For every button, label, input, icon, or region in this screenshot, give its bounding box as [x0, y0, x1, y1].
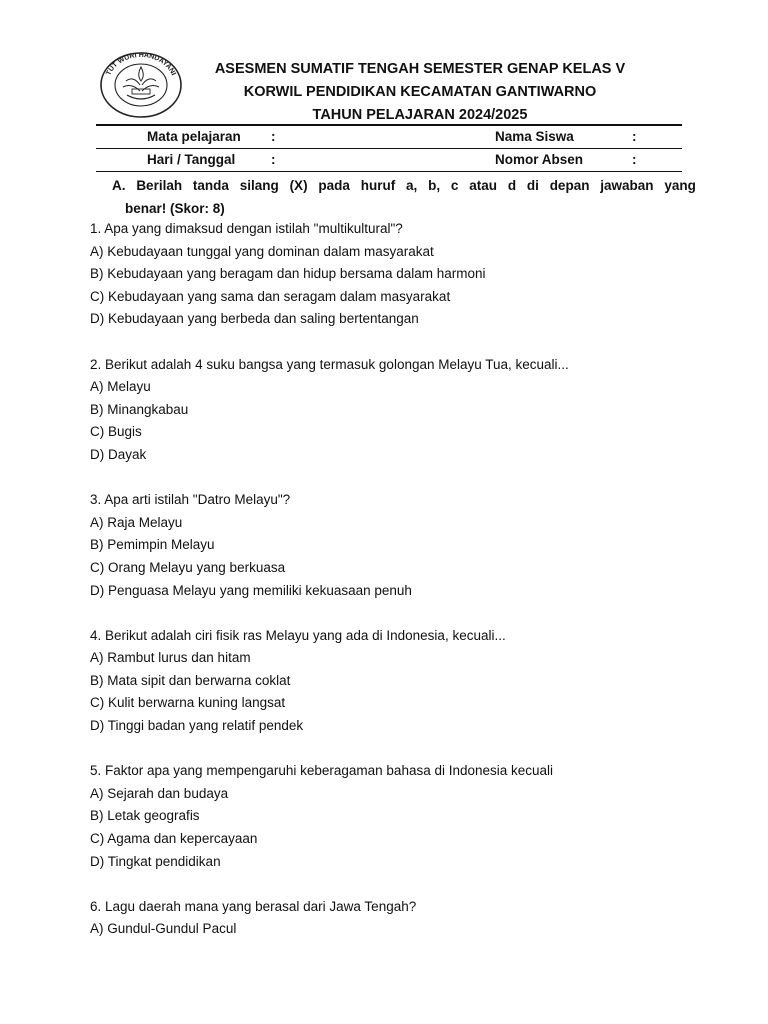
- answer-option-b: B) Letak geografis: [90, 808, 200, 824]
- instruction-word: d: [507, 178, 517, 193]
- student-name-colon: :: [632, 129, 637, 144]
- answer-option-a: A) Sejarah dan budaya: [90, 785, 229, 801]
- instruction-word: (X): [289, 178, 308, 193]
- logo-text: TUT WURI HANDAYANI: [105, 51, 177, 77]
- header-title-line2: KORWIL PENDIDIKAN KECAMATAN GANTIWARNO: [243, 84, 597, 100]
- instruction-line2: benar! (Skor: 8): [125, 201, 225, 216]
- instruction-word: atau: [469, 178, 497, 193]
- question-text: 1. Apa yang dimaksud dengan istilah "multikultural"?: [90, 221, 403, 236]
- answer-option-d: D) Tingkat pendidikan: [90, 853, 221, 869]
- instruction-word: di: [526, 178, 539, 193]
- subject-label: Mata pelajaran: [147, 129, 241, 144]
- instruction-word: depan: [549, 178, 590, 193]
- answer-option-c: C) Kebudayaan yang sama dan seragam dalam masyarakat: [90, 288, 451, 304]
- answer-option-a: A) Melayu: [90, 379, 151, 395]
- student-name-label: Nama Siswa: [495, 129, 574, 144]
- subject-colon: :: [271, 129, 276, 144]
- answer-option-c: C) Agama dan kepercayaan: [90, 831, 258, 847]
- question-list: [90, 218, 710, 941]
- instruction-line1: [112, 174, 696, 197]
- fields-bottom-divider: [96, 171, 682, 172]
- absen-number-colon: :: [632, 152, 637, 167]
- date-label: Hari / Tanggal: [147, 152, 236, 167]
- answer-option-c: C) Orang Melayu yang berkuasa: [90, 559, 286, 575]
- answer-option-a: A) Kebudayaan tunggal yang dominan dalam masyarakat: [90, 243, 434, 259]
- question-text: 5. Faktor apa yang mempengaruhi keberagaman bahasa di Indonesia kecuali: [90, 763, 554, 779]
- question-1: [90, 218, 710, 331]
- answer-option-d: D) Kebudayaan yang berbeda dan saling bertentangan: [90, 311, 419, 327]
- answer-option-a: A) Gundul-Gundul Pacul: [90, 921, 237, 937]
- answer-option-b: B) Pemimpin Melayu: [90, 537, 215, 553]
- question-4: [90, 625, 710, 738]
- question-text: 6. Lagu daerah mana yang berasal dari Jawa Tengah?: [90, 898, 417, 914]
- instruction-word: silang: [239, 178, 279, 193]
- answer-option-b: B) Kebudayaan yang beragam dan hidup bersama dalam harmoni: [90, 266, 486, 282]
- instruction-word: tanda: [192, 178, 229, 193]
- instruction-word: a,: [406, 178, 418, 193]
- answer-option-a: A) Rambut lurus dan hitam: [90, 650, 251, 666]
- instruction-word: b,: [428, 178, 441, 193]
- answer-option-c: C) Kulit berwarna kuning langsat: [90, 695, 286, 711]
- answer-option-b: B) Mata sipit dan berwarna coklat: [90, 672, 291, 688]
- answer-option-d: D) Dayak: [90, 446, 147, 462]
- date-colon: :: [271, 152, 276, 167]
- question-text: 2. Berikut adalah 4 suku bangsa yang termasuk golongan Melayu Tua, kecuali...: [90, 356, 569, 372]
- question-2: [90, 354, 710, 467]
- header-divider: [96, 124, 682, 126]
- instruction-word: yang: [664, 178, 696, 193]
- question-text: 3. Apa arti istilah "Datro Melayu"?: [90, 492, 291, 508]
- fields-divider: [96, 148, 682, 149]
- instruction-word: pada: [318, 178, 350, 193]
- instruction-word: Berilah: [136, 178, 183, 193]
- answer-option-d: D) Penguasa Melayu yang memiliki kekuasaan penuh: [90, 582, 412, 598]
- answer-option-a: A) Raja Melayu: [90, 514, 183, 530]
- answer-option-d: D) Tinggi badan yang relatif pendek: [90, 718, 304, 734]
- answer-option-b: B) Minangkabau: [90, 401, 189, 417]
- tut-wuri-handayani-logo-icon: [96, 47, 186, 119]
- instruction-word: c: [450, 178, 459, 193]
- instruction-marker: A.: [112, 178, 126, 193]
- instruction: [112, 174, 696, 220]
- question-text: 4. Berikut adalah ciri fisik ras Melayu yang ada di Indonesia, kecuali...: [90, 627, 506, 643]
- instruction-word: jawaban: [600, 178, 654, 193]
- answer-option-c: C) Bugis: [90, 424, 142, 440]
- instruction-word: huruf: [360, 178, 396, 193]
- absen-number-label: Nomor Absen: [495, 152, 584, 167]
- question-5: [90, 760, 710, 873]
- question-3: [90, 489, 710, 602]
- header-title-line3: TAHUN PELAJARAN 2024/2025: [312, 107, 528, 123]
- header-title-line1: ASESMEN SUMATIF TENGAH SEMESTER GENAP KELAS V: [214, 61, 626, 77]
- question-6: [90, 896, 710, 941]
